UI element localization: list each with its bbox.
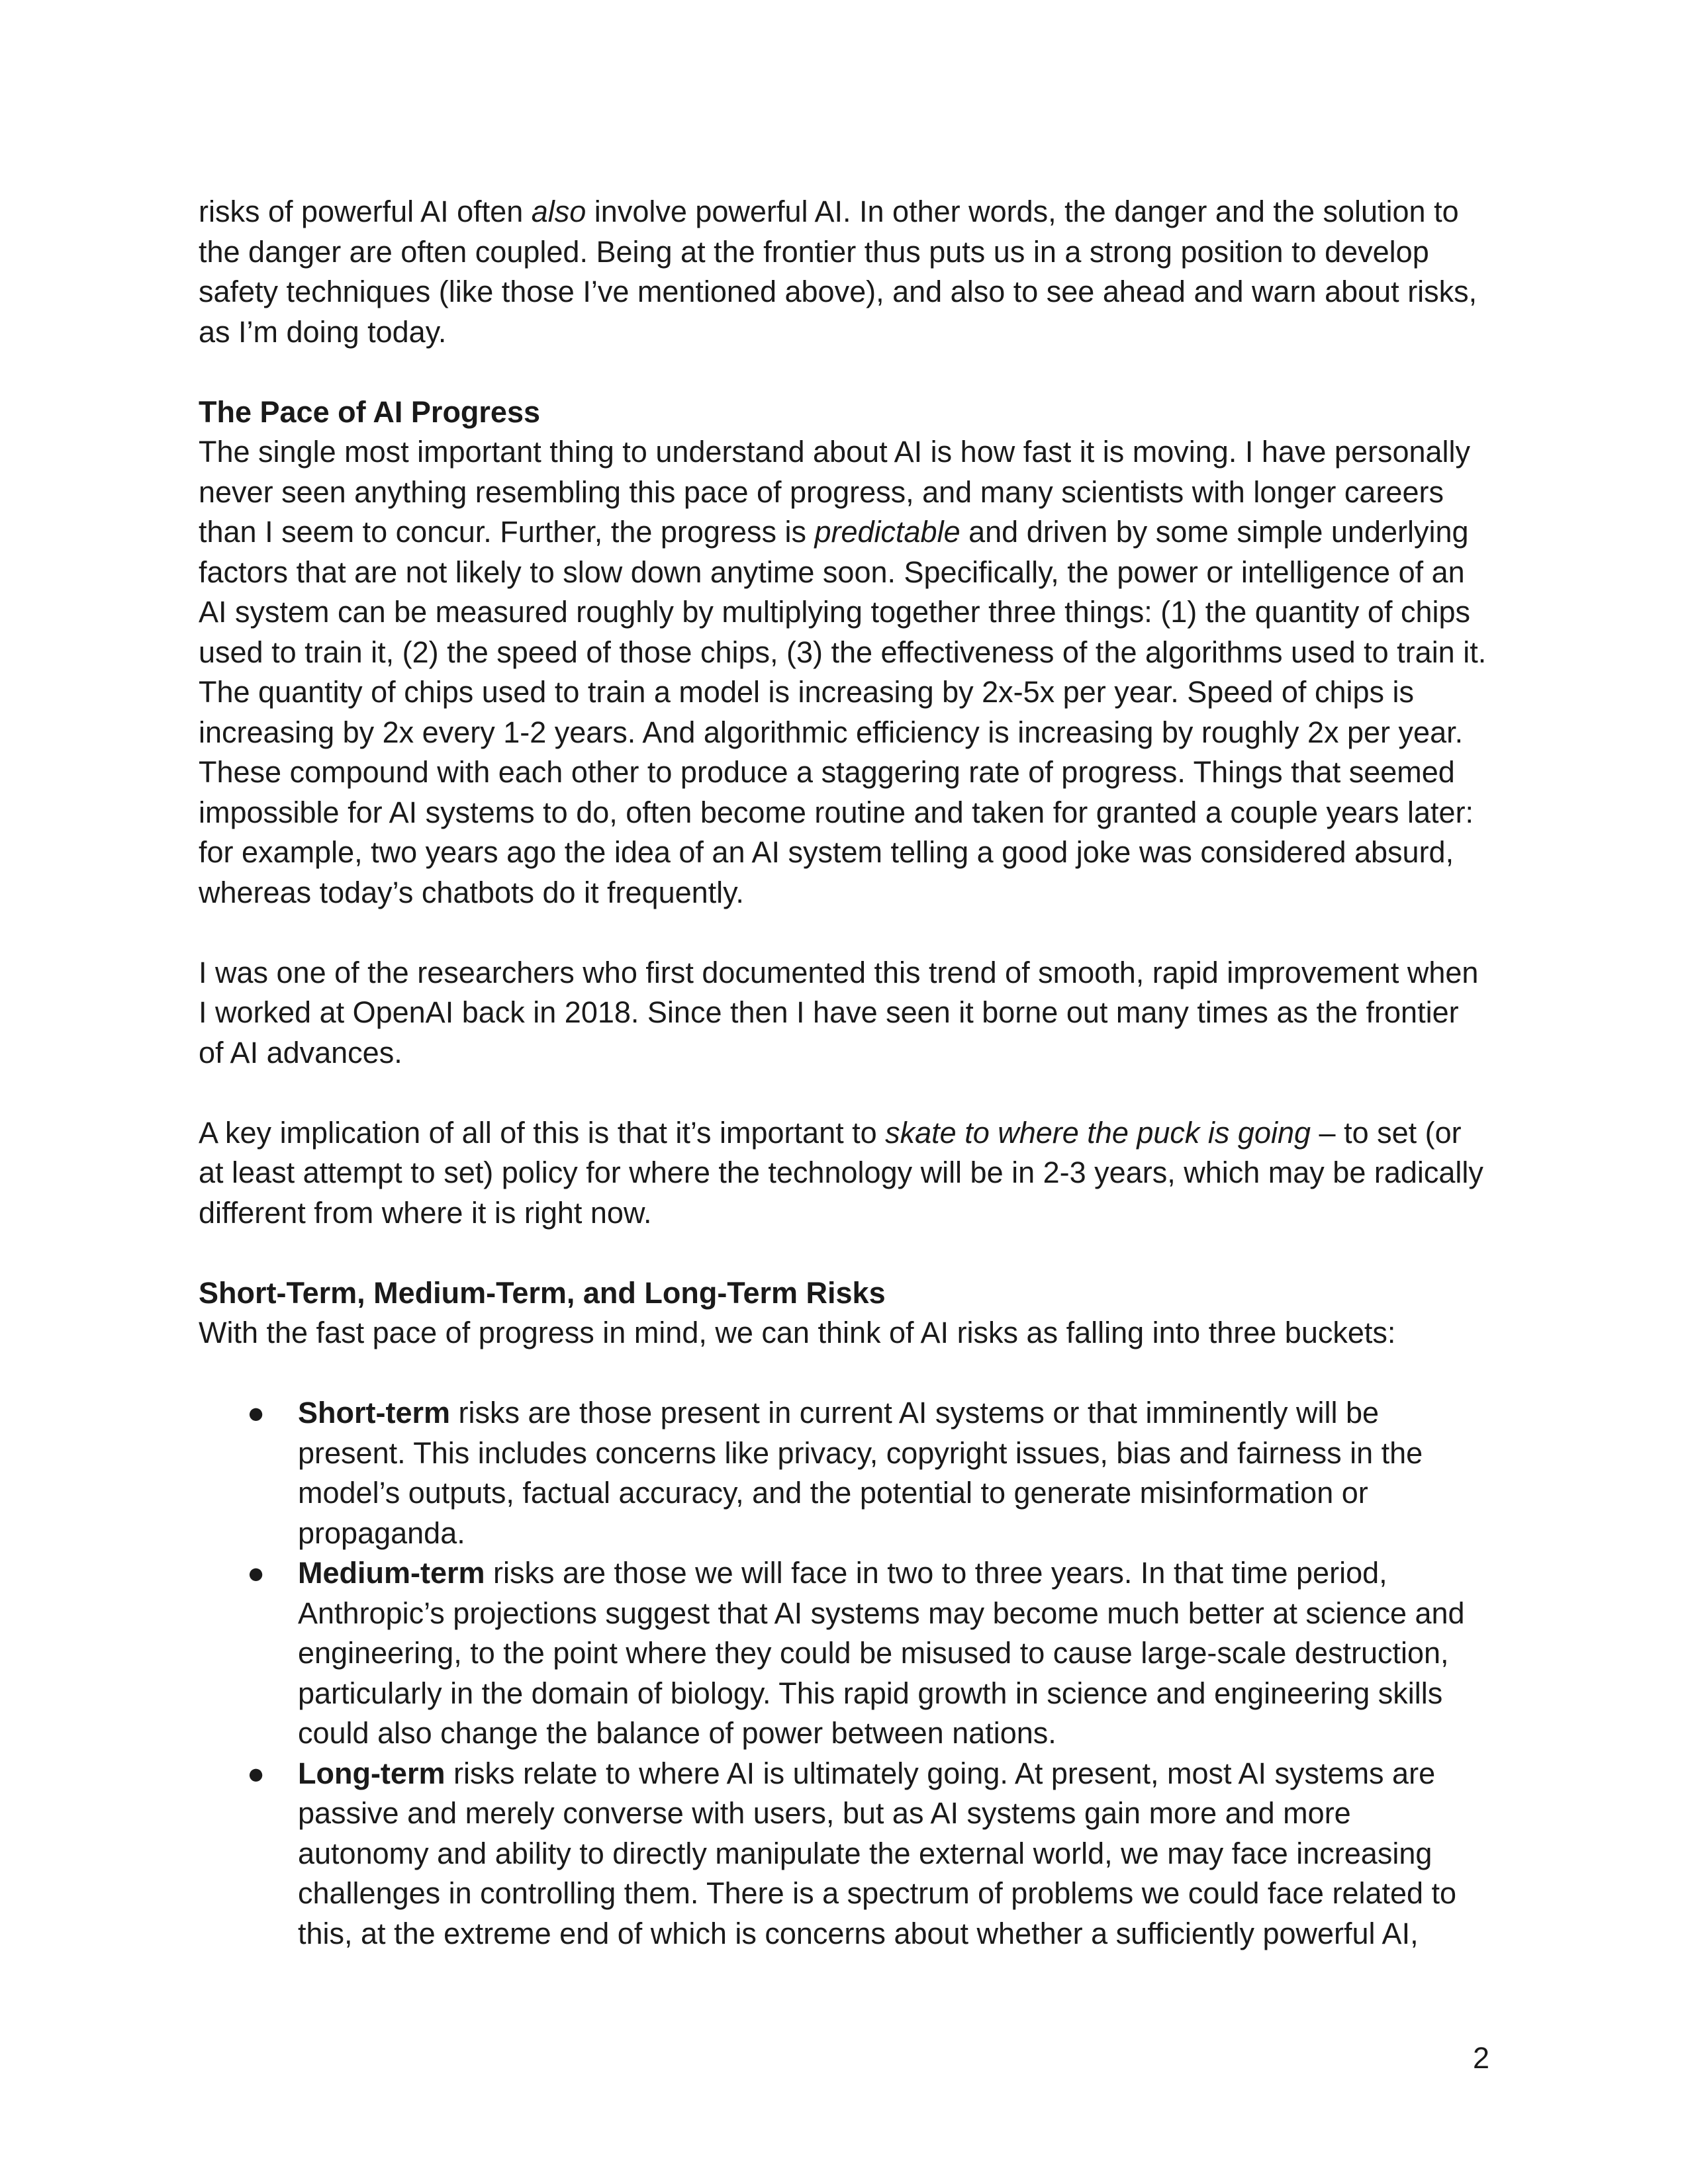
paragraph-gap [199,1353,1489,1394]
list-item-term: Short-term [298,1396,451,1430]
pace-paragraph-2: I was one of the researchers who first documented this trend of smooth, rapid improvement when I worked at OpenAI back in 2018. Since then I have seen it borne out many times as the frontier of AI advances. [199,955,1479,1069]
list-item-short-term [199,1393,1489,1553]
bullet-icon: ● [247,1396,265,1430]
italic-emphasis: also [531,195,586,228]
page-body [199,192,1489,1954]
risk-buckets-list [199,1393,1489,1954]
paragraph-gap [199,1073,1489,1113]
list-item-text: risks are those we will face in two to three years. In that time period, Anthropic’s projections suggest that AI systems may become much better at science and engineering, to the point where they could be misused to cause large-scale destruction, particularly in the domain of biology. This rapid growth in science and engineering skills could also change the balance of power between nations. [298,1556,1465,1750]
bullet-icon: ● [247,1556,265,1590]
intro-paragraph: risks of powerful AI often also involve powerful AI. In other words, the danger and the solution to the danger are often coupled. Being at the frontier thus puts us in a strong position to develop safety techniques (like those I’ve mentioned above), and also to see ahead and warn about risks, as I’m doing today. [199,195,1477,349]
italic-emphasis: predictable [814,515,961,549]
list-item-term: Medium-term [298,1556,485,1590]
paragraph-gap [199,352,1489,392]
list-item-text: risks relate to where AI is ultimately going. At present, most AI systems are passive and merely converse with users, but as AI systems gain more and more autonomy and ability to directly manipulate the external world, we may face increasing challenges in controlling them. There is a spectrum of problems we could face related to this, at the extreme end of which is concerns about whether a sufficiently powerful AI, [298,1756,1457,1950]
pace-paragraph-3: A key implication of all of this is that it’s important to skate to where the puck is going – to set (or at least attempt to set) policy for where the technology will be in 2-3 years, which may be radically different from where it is right now. [199,1115,1483,1230]
list-item-text: risks are those present in current AI systems or that imminently will be present. This includes concerns like privacy, copyright issues, bias and fairness in the model’s outputs, factual accuracy, and the potential to generate misinformation or propaganda. [298,1396,1423,1550]
pace-paragraph-1: The single most important thing to understand about AI is how fast it is moving. I have personally never seen anything resembling this pace of progress, and many scientists with longer careers than I seem to concur. Further, the progress is predictable and driven by some simple underlying factors that are not likely to slow down anytime soon. Specifically, the power or intelligence of an AI system can be measured roughly by multiplying together three things: (1) the quantity of chips used to train it, (2) the speed of those chips, (3) the effectiveness of the algorithms used to train it. The quantity of chips used to train a model is increasing by 2x-5x per year. Speed of chips is increasing by 2x every 1-2 years. And algorithmic efficiency is increasing by roughly 2x per year. These compound with each other to produce a staggering rate of progress. Things that seemed impossible for AI systems to do, often become routine and taken for granted a couple years later: for example, two years ago the idea of an AI system telling a good joke was considered absurd, whereas today’s chatbots do it frequently. [199,435,1487,909]
list-item-medium-term [199,1553,1489,1754]
section-heading-pace: The Pace of AI Progress [199,394,541,429]
list-item-term: Long-term [298,1756,445,1790]
paragraph-gap [199,1233,1489,1273]
page-number: 2 [1472,2041,1489,2075]
bullet-icon: ● [247,1756,265,1790]
list-item-long-term [199,1754,1489,1954]
section-heading-risks: Short-Term, Medium-Term, and Long-Term Risks [199,1275,886,1310]
risks-intro-paragraph: With the fast pace of progress in mind, we can think of AI risks as falling into three buckets: [199,1316,1396,1349]
paragraph-gap [199,913,1489,953]
italic-emphasis: skate to where the puck is going [885,1115,1311,1150]
